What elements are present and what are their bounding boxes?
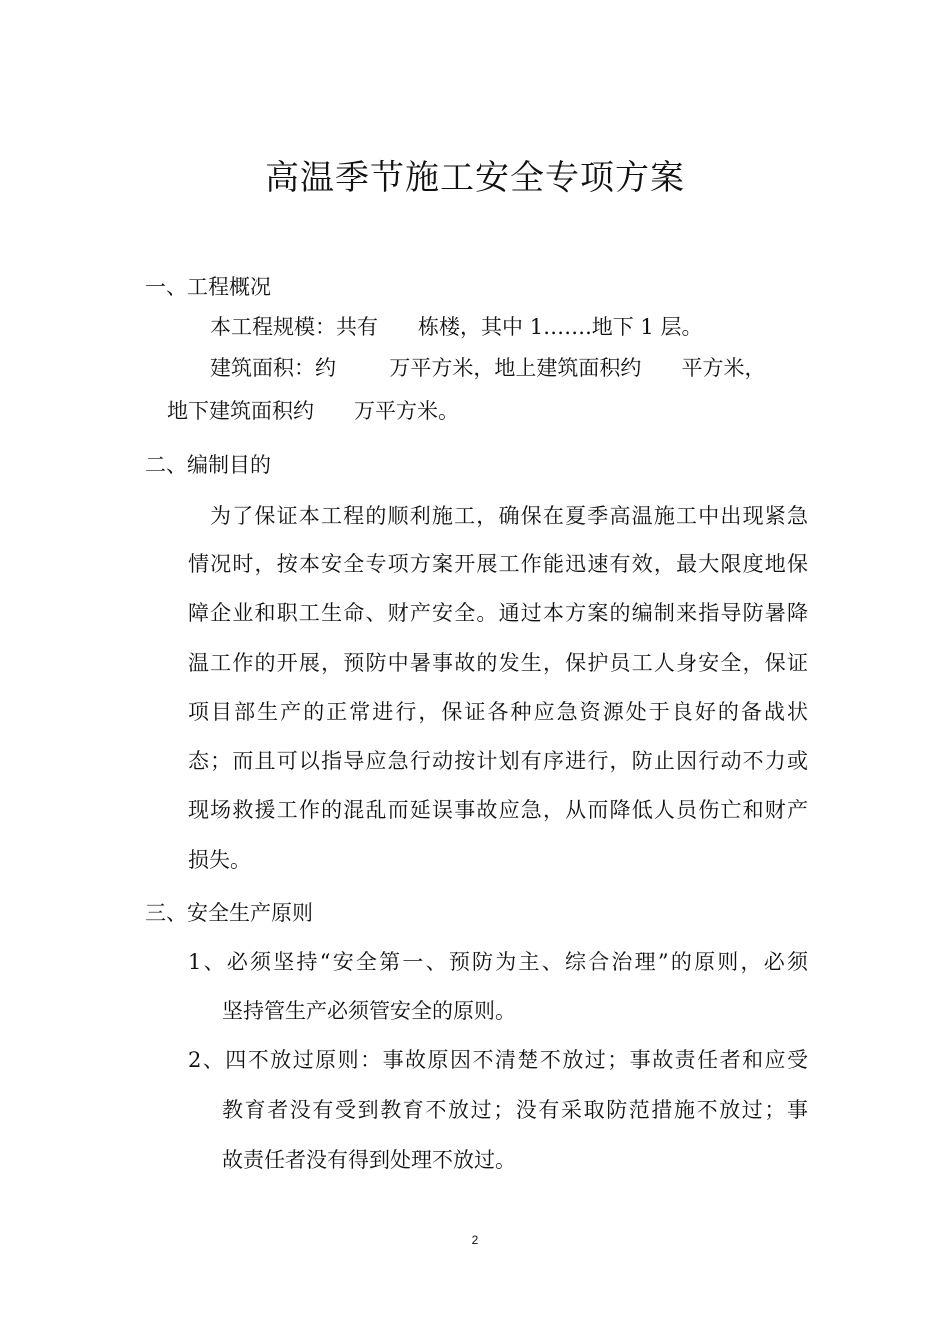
purpose-line: 情况时，按本安全专项方案开展工作能迅速有效，最大限度地保 bbox=[188, 552, 808, 576]
purpose-line: 态；而且可以指导应急行动按计划有序进行，防止因行动不力或 bbox=[188, 749, 808, 773]
project-scale-text: 本工程规模：共有 栋楼，其中 1…….地下 1 层。 bbox=[210, 315, 703, 339]
purpose-line: 现场救援工作的混乱而延误事故应急，从而降低人员伤亡和财产 bbox=[188, 798, 808, 822]
section-heading-principles: 三、安全生产原则 bbox=[145, 901, 313, 925]
purpose-line: 损失。 bbox=[188, 848, 251, 872]
section-heading-purpose: 二、编制目的 bbox=[145, 453, 271, 477]
principle-item-2-cont: 教育者没有受到教育不放过；没有采取防范措施不放过；事 bbox=[222, 1098, 808, 1122]
underground-area-text: 地下建筑面积约 万平方米。 bbox=[167, 399, 460, 423]
principle-item-2: 2、四不放过原则：事故原因不清楚不放过；事故责任者和应受 bbox=[188, 1048, 808, 1072]
principle-item-1: 1、必须坚持“安全第一、预防为主、综合治理”的原则，必须 bbox=[188, 950, 808, 974]
principle-item-1-cont: 坚持管生产必须管安全的原则。 bbox=[222, 999, 516, 1023]
section-heading-overview: 一、工程概况 bbox=[145, 275, 271, 299]
purpose-line: 障企业和职工生命、财产安全。通过本方案的编制来指导防暑降 bbox=[188, 601, 808, 625]
purpose-line: 温工作的开展，预防中暑事故的发生，保护员工人身安全，保证 bbox=[188, 651, 808, 675]
principle-item-2-cont: 故责任者没有得到处理不放过。 bbox=[222, 1148, 516, 1172]
document-title: 高温季节施工安全专项方案 bbox=[265, 158, 685, 198]
purpose-line: 为了保证本工程的顺利施工，确保在夏季高温施工中出现紧急 bbox=[210, 504, 808, 528]
page-number: 2 bbox=[471, 1233, 479, 1247]
purpose-line: 项目部生产的正常进行，保证各种应急资源处于良好的备战状 bbox=[188, 700, 808, 724]
building-area-text: 建筑面积：约 万平方米，地上建筑面积约 平方米， bbox=[210, 356, 766, 380]
